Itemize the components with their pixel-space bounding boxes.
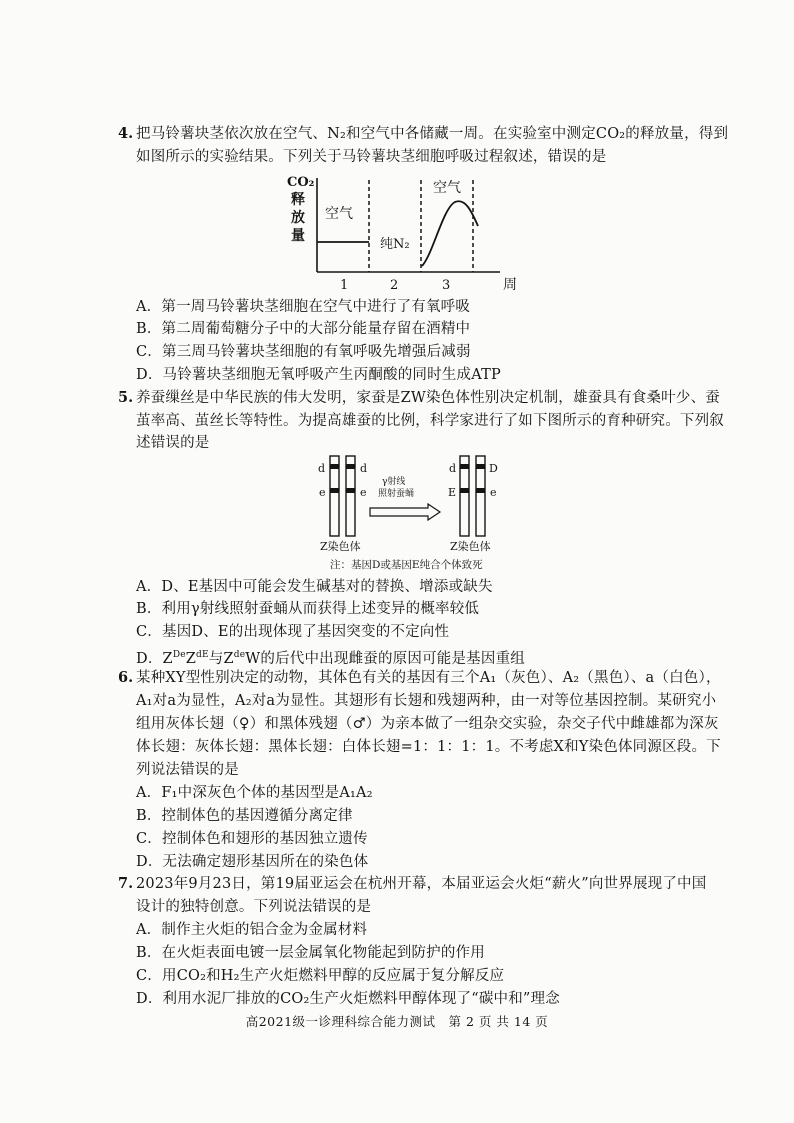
right-gene-label-0: d (449, 462, 457, 475)
q5-stem-line1: 养蚕缫丝是中华民族的伟大发明，家蚕是ZW染色体性别决定机制，雄蚕具有食桑叶少、蚕 (136, 390, 720, 406)
graph-region-label-2: 空气 (433, 180, 461, 196)
q4-option-d: D．马铃薯块茎细胞无氧呼吸产生丙酮酸的同时生成ATP (136, 367, 501, 383)
q4-co2-graph (285, 170, 525, 298)
left-gene-label-2: d (360, 462, 368, 475)
right-band-d-1 (460, 464, 469, 469)
q6-stem-line2: A₁对a为显性，A₂对a为显性。其翅形有长翅和残翅两种，由一对等位基因控制。某研究小 (136, 693, 717, 709)
q5-chromosome-figure (310, 452, 530, 577)
q5-option-c: C．基因D、E的出现体现了基因突变的不定向性 (136, 624, 450, 640)
q4-option-c: C．第三周马铃薯块茎细胞的有氧呼吸先增强后减弱 (136, 344, 471, 360)
q5-number: 5. (118, 389, 134, 406)
left-gene-label-0: d (318, 462, 326, 475)
q5-option-d: D．$Z^{De}Z^{dE}$与$Z^{de}W$的后代中出现雌蚕的原因可能是基因重组 (136, 650, 525, 667)
q7-option-c: C．用CO₂和H₂生产火炬燃料甲醇的反应属于复分解反应 (136, 968, 505, 984)
left-gene-label-3: e (360, 486, 367, 499)
left-band-e-2 (346, 488, 355, 493)
graph-week3-curve (422, 201, 478, 266)
chromosome-caption-left: Z染色体 (320, 540, 361, 553)
graph-y-label-0: CO₂ (287, 175, 315, 190)
arrow-label-1: γ射线 (382, 477, 406, 487)
q4-stem-line2: 如图所示的实验结果。下列关于马铃薯块茎细胞呼吸过程叙述，错误的是 (136, 149, 607, 165)
graph-y-label-3: 量 (291, 228, 305, 244)
q6-option-a: A．F₁中深灰色个体的基因型是A₁A₂ (136, 785, 373, 801)
q7-option-b: B．在火炬表面电镀一层金属氧化物能起到防护的作用 (136, 945, 485, 961)
graph-y-label-2: 放 (291, 210, 305, 226)
graph-y-label-1: 释 (291, 192, 305, 208)
q6-stem-line5: 列说法错误的是 (136, 762, 239, 778)
q6-stem-line3: 组用灰体长翅（♀）和黑体残翅（♂）为亲本做了一组杂交实验，杂交子代中雌雄都为深灰 (136, 716, 719, 732)
graph-tick-3: 3 (442, 278, 451, 293)
q6-option-b: B．控制体色的基因遵循分离定律 (136, 808, 353, 824)
mutation-arrow (370, 504, 440, 520)
q6-number: 6. (118, 669, 134, 686)
left-gene-label-1: e (319, 486, 326, 499)
graph-tick-1: 1 (340, 278, 349, 293)
left-band-d-2 (346, 464, 355, 469)
right-gene-label-1: E (448, 486, 457, 499)
q5-stem-line2: 茧率高、茧丝长等特性。为提高雄蚕的比例，科学家进行了如下图所示的育种研究。下列叙 (136, 413, 724, 429)
left-band-d-1 (330, 464, 339, 469)
graph-x-label: 周 (503, 277, 517, 293)
q4-number: 4. (118, 125, 134, 142)
q5-option-b: B．利用γ射线照射蚕蛹从而获得上述变异的概率较低 (136, 601, 480, 617)
q7-stem-line2: 设计的独特创意。下列说法错误的是 (136, 899, 372, 915)
q4-stem-line1: 把马铃薯块茎依次放在空气、N₂和空气中各储藏一周。在实验室中测定CO₂的释放量，得到 (136, 126, 729, 142)
graph-region-label-1: 纯N₂ (380, 237, 410, 252)
q5-stem-line3: 述错误的是 (136, 435, 210, 451)
q7-number: 7. (118, 875, 134, 892)
left-band-e-1 (330, 488, 339, 493)
right-gene-label-3: e (490, 486, 497, 499)
page-footer: 高2021级一诊理科综合能力测试 第 2 页 共 14 页 (245, 1014, 549, 1029)
figure-note: 注：基因D或基因E纯合个体致死 (330, 559, 483, 571)
right-band-e-2 (476, 488, 485, 493)
q4-option-b: B．第二周葡萄糖分子中的大部分能量存留在酒精中 (136, 321, 471, 337)
q7-option-d: D．利用水泥厂排放的CO₂生产火炬燃料甲醇体现了“碳中和”理念 (136, 991, 560, 1007)
q5-option-a: A．D、E基因中可能会发生碱基对的替换、增添或缺失 (136, 579, 493, 595)
arrow-label-2: 照射蚕蛹 (378, 489, 415, 499)
right-gene-label-2: D (489, 462, 498, 475)
q7-option-a: A．制作主火炬的铝合金为金属材料 (136, 922, 368, 938)
q4-option-a: A．第一周马铃薯块茎细胞在空气中进行了有氧呼吸 (136, 299, 471, 315)
q6-option-c: C．控制体色和翅形的基因独立遗传 (136, 831, 368, 847)
graph-tick-2: 2 (390, 278, 399, 293)
graph-region-label-0: 空气 (325, 206, 353, 222)
q6-option-d: D．无法确定翅形基因所在的染色体 (136, 854, 369, 870)
q6-stem-line4: 体长翅：灰体长翅：黑体长翅：白体长翅=1：1：1：1。不考虑X和Y染色体同源区段。下 (136, 739, 721, 755)
q6-stem-line1: 某种XY型性别决定的动物，其体色有关的基因有三个A₁（灰色）、A₂（黑色）、a（白色）， (136, 670, 721, 686)
right-band-E-1 (460, 488, 469, 493)
q7-stem-line1: 2023年9月23日，第19届亚运会在杭州开幕，本届亚运会火炬“薪火”向世界展现了中国 (136, 876, 707, 892)
right-band-D-2 (476, 464, 485, 469)
chromosome-caption-right: Z染色体 (450, 540, 491, 553)
